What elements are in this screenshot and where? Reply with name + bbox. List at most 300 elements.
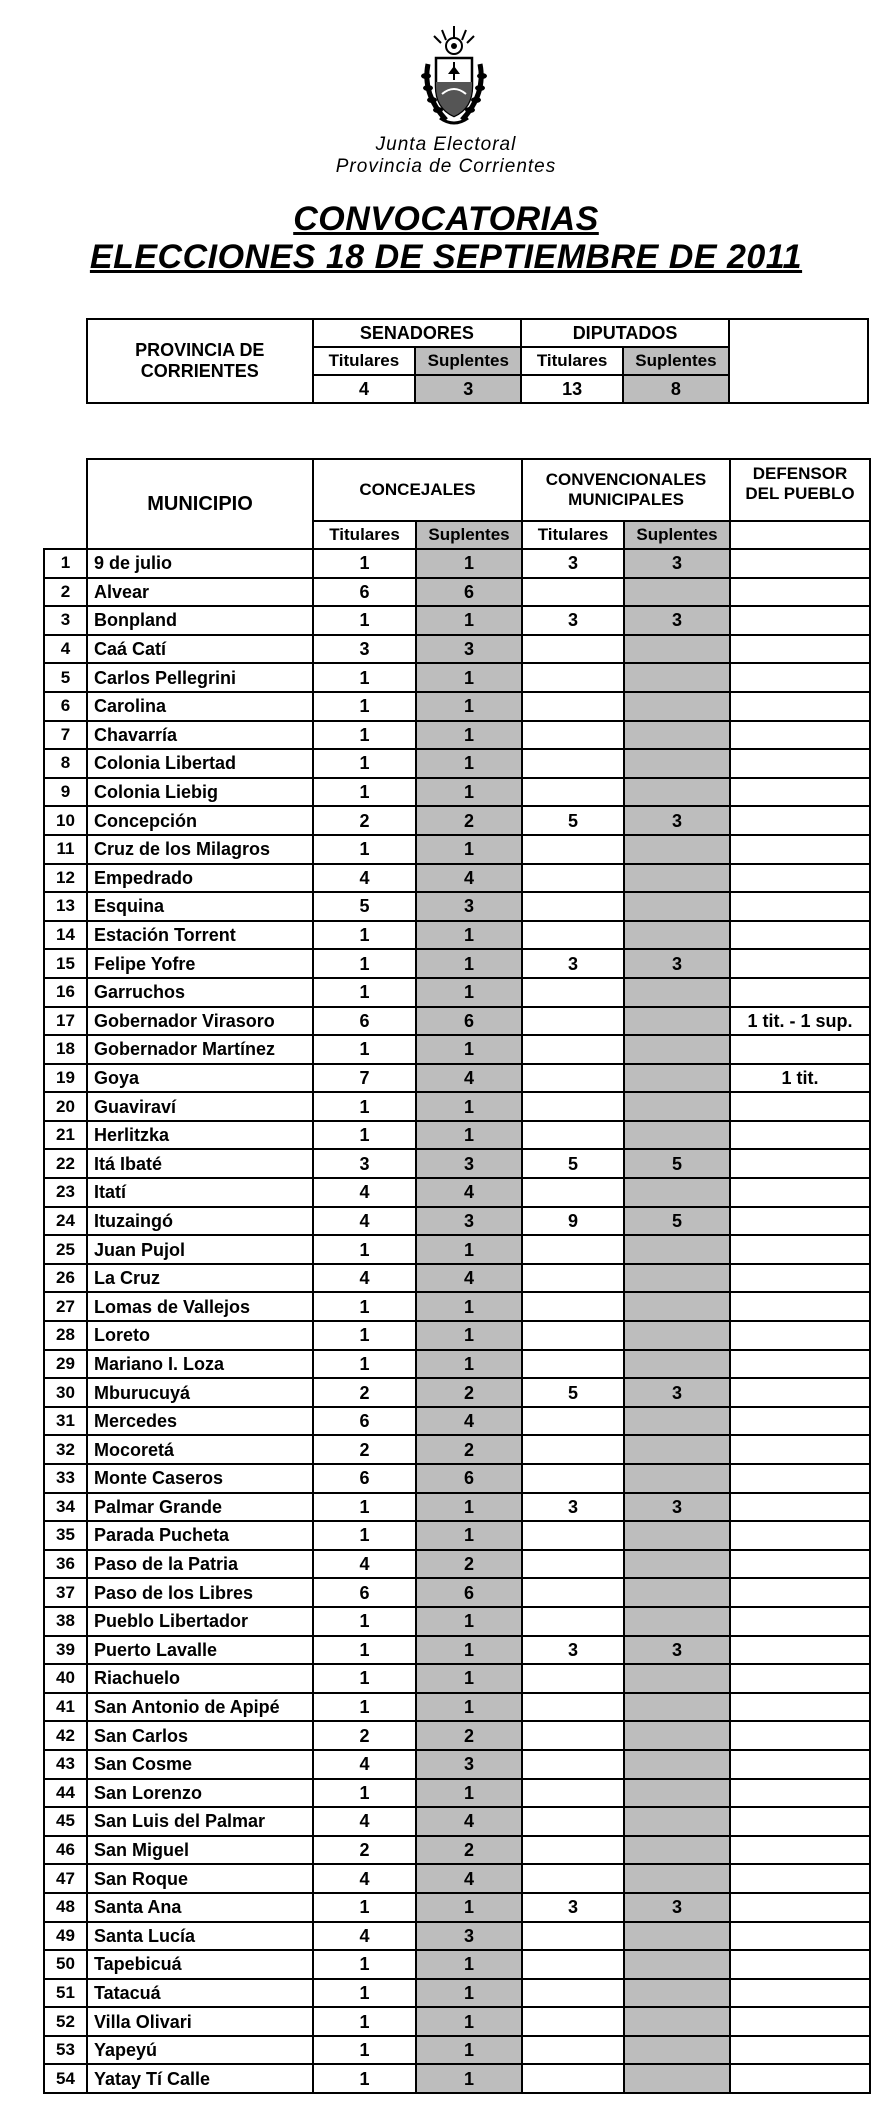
convencionales-titulares: 3	[522, 1636, 624, 1665]
defensor-del-pueblo	[730, 1750, 870, 1779]
concejales-titulares: 4	[313, 1864, 416, 1893]
row-number: 34	[44, 1493, 87, 1522]
municipio-name: Bonpland	[87, 606, 313, 635]
row-number: 21	[44, 1121, 87, 1150]
table-row	[44, 1407, 870, 1436]
municipio-name: Palmar Grande	[87, 1493, 313, 1522]
table-row	[44, 806, 870, 835]
convencionales-titulares: 3	[522, 1893, 624, 1922]
page-subtitle: ELECCIONES 18 DE SEPTIEMBRE DE 2011	[89, 238, 803, 276]
concejales-suplentes: 1	[416, 1292, 522, 1321]
row-number-header	[44, 459, 87, 549]
defensor-del-pueblo	[730, 1350, 870, 1379]
convencionales-suplentes: 3	[624, 949, 730, 978]
concejales-titulares: 6	[313, 1407, 416, 1436]
defensor-del-pueblo	[730, 749, 870, 778]
defensor-del-pueblo	[730, 1092, 870, 1121]
row-number: 41	[44, 1693, 87, 1722]
convencionales-suplentes	[624, 1178, 730, 1207]
defensor-del-pueblo	[730, 1521, 870, 1550]
table-row	[44, 1521, 870, 1550]
defensor-del-pueblo	[730, 1264, 870, 1293]
row-number: 27	[44, 1292, 87, 1321]
concejales-titulares: 1	[313, 921, 416, 950]
defensor-del-pueblo	[730, 1693, 870, 1722]
concejales-suplentes: 2	[416, 1378, 522, 1407]
convencionales-titulares	[522, 1092, 624, 1121]
table-row	[44, 1807, 870, 1836]
coat-of-arms-logo	[416, 24, 492, 130]
diputados-suplentes-header: Suplentes	[623, 347, 729, 375]
table-row	[44, 1893, 870, 1922]
row-number: 6	[44, 692, 87, 721]
municipio-name: San Cosme	[87, 1750, 313, 1779]
defensor-del-pueblo	[730, 1864, 870, 1893]
convencionales-titulares-header: Titulares	[522, 521, 624, 549]
concejales-titulares: 6	[313, 1464, 416, 1493]
row-number: 8	[44, 749, 87, 778]
table-row	[44, 949, 870, 978]
row-number: 22	[44, 1149, 87, 1178]
convencionales-titulares	[522, 1064, 624, 1093]
table-row	[44, 1636, 870, 1665]
concejales-titulares: 1	[313, 1292, 416, 1321]
municipio-name: Loreto	[87, 1321, 313, 1350]
convencionales-titulares	[522, 692, 624, 721]
concejales-titulares: 4	[313, 1550, 416, 1579]
municipio-name: Estación Torrent	[87, 921, 313, 950]
table-row	[44, 835, 870, 864]
municipio-name: Caá Catí	[87, 635, 313, 664]
defensor-del-pueblo	[730, 892, 870, 921]
convencionales-suplentes	[624, 1521, 730, 1550]
table-row	[44, 2064, 870, 2093]
convencionales-titulares	[522, 921, 624, 950]
senadores-header: SENADORES	[313, 319, 522, 347]
convencionales-suplentes	[624, 635, 730, 664]
senadores-titulares-value: 4	[313, 375, 416, 403]
row-number: 45	[44, 1807, 87, 1836]
concejales-titulares: 1	[313, 749, 416, 778]
convencionales-titulares	[522, 1550, 624, 1579]
row-number: 23	[44, 1178, 87, 1207]
table-row	[44, 1292, 870, 1321]
defensor-del-pueblo	[730, 949, 870, 978]
convencionales-titulares	[522, 721, 624, 750]
region-label: PROVINCIA DE CORRIENTES	[87, 319, 313, 403]
row-number: 26	[44, 1264, 87, 1293]
convencionales-titulares	[522, 978, 624, 1007]
concejales-suplentes: 2	[416, 806, 522, 835]
defensor-del-pueblo	[730, 1950, 870, 1979]
table-row	[44, 749, 870, 778]
convencionales-header: CONVENCIONALES MUNICIPALES	[522, 459, 730, 521]
concejales-suplentes: 4	[416, 1407, 522, 1436]
convencionales-titulares	[522, 663, 624, 692]
concejales-suplentes: 3	[416, 1750, 522, 1779]
concejales-suplentes: 1	[416, 1636, 522, 1665]
concejales-suplentes: 1	[416, 1092, 522, 1121]
defensor-del-pueblo	[730, 1550, 870, 1579]
concejales-titulares: 1	[313, 1779, 416, 1808]
convencionales-titulares	[522, 1721, 624, 1750]
concejales-titulares: 2	[313, 1435, 416, 1464]
table-row	[44, 549, 870, 578]
convencionales-suplentes	[624, 1693, 730, 1722]
concejales-titulares: 1	[313, 978, 416, 1007]
municipio-name: Mariano I. Loza	[87, 1350, 313, 1379]
municipio-name: Yatay Tí Calle	[87, 2064, 313, 2093]
table-row	[44, 1836, 870, 1865]
row-number: 12	[44, 864, 87, 893]
concejales-titulares: 1	[313, 549, 416, 578]
table-row	[44, 1721, 870, 1750]
municipio-name: Herlitzka	[87, 1121, 313, 1150]
concejales-suplentes: 6	[416, 1464, 522, 1493]
concejales-titulares: 1	[313, 1092, 416, 1121]
convencionales-titulares	[522, 749, 624, 778]
table-row	[44, 1922, 870, 1951]
concejales-titulares: 3	[313, 1149, 416, 1178]
convencionales-titulares	[522, 1407, 624, 1436]
municipio-name: Parada Pucheta	[87, 1521, 313, 1550]
diputados-suplentes-value: 8	[623, 375, 729, 403]
convencionales-titulares: 5	[522, 1149, 624, 1178]
convencionales-suplentes	[624, 864, 730, 893]
convencionales-suplentes: 3	[624, 1893, 730, 1922]
convencionales-titulares	[522, 1864, 624, 1893]
diputados-titulares-value: 13	[521, 375, 623, 403]
table-row	[44, 1378, 870, 1407]
defensor-del-pueblo	[730, 2007, 870, 2036]
defensor-del-pueblo	[730, 663, 870, 692]
concejales-header: CONCEJALES	[313, 459, 522, 521]
municipio-name: Pueblo Libertador	[87, 1607, 313, 1636]
concejales-suplentes: 4	[416, 1064, 522, 1093]
convencionales-suplentes	[624, 1464, 730, 1493]
concejales-suplentes: 1	[416, 749, 522, 778]
row-number: 46	[44, 1836, 87, 1865]
municipio-name: Paso de la Patria	[87, 1550, 313, 1579]
concejales-suplentes: 6	[416, 1007, 522, 1036]
convencionales-suplentes	[624, 1121, 730, 1150]
concejales-suplentes: 1	[416, 1121, 522, 1150]
convencionales-titulares	[522, 635, 624, 664]
concejales-titulares: 1	[313, 663, 416, 692]
municipio-name: Empedrado	[87, 864, 313, 893]
convencionales-suplentes	[624, 1407, 730, 1436]
concejales-suplentes: 1	[416, 921, 522, 950]
concejales-suplentes: 1	[416, 1893, 522, 1922]
convencionales-suplentes	[624, 1035, 730, 1064]
convencionales-suplentes	[624, 749, 730, 778]
convencionales-titulares	[522, 778, 624, 807]
convencionales-suplentes	[624, 1750, 730, 1779]
convencionales-suplentes	[624, 978, 730, 1007]
concejales-suplentes: 1	[416, 549, 522, 578]
municipio-name: Yapeyú	[87, 2036, 313, 2065]
convencionales-titulares	[522, 1007, 624, 1036]
row-number: 53	[44, 2036, 87, 2065]
table-row	[44, 1149, 870, 1178]
defensor-del-pueblo	[730, 1836, 870, 1865]
row-number: 17	[44, 1007, 87, 1036]
convencionales-titulares	[522, 1121, 624, 1150]
convencionales-titulares	[522, 1807, 624, 1836]
convencionales-suplentes	[624, 2036, 730, 2065]
defensor-del-pueblo	[730, 1607, 870, 1636]
defensor-del-pueblo	[730, 1464, 870, 1493]
convencionales-titulares	[522, 2036, 624, 2065]
defensor-del-pueblo	[730, 635, 870, 664]
defensor-del-pueblo	[730, 778, 870, 807]
convencionales-suplentes	[624, 1779, 730, 1808]
municipio-name: La Cruz	[87, 1264, 313, 1293]
concejales-titulares: 1	[313, 692, 416, 721]
concejales-titulares: 1	[313, 721, 416, 750]
convencionales-suplentes	[624, 1950, 730, 1979]
table-row	[44, 1664, 870, 1693]
concejales-titulares: 4	[313, 1178, 416, 1207]
table-row	[44, 1350, 870, 1379]
table-row	[44, 778, 870, 807]
municipio-name: 9 de julio	[87, 549, 313, 578]
concejales-suplentes: 6	[416, 1578, 522, 1607]
row-number: 42	[44, 1721, 87, 1750]
defensor-del-pueblo	[730, 1435, 870, 1464]
municipios-table-body	[44, 549, 870, 2093]
table-row	[44, 892, 870, 921]
table-row	[44, 2036, 870, 2065]
convencionales-suplentes	[624, 663, 730, 692]
row-number: 29	[44, 1350, 87, 1379]
convencionales-suplentes: 3	[624, 806, 730, 835]
concejales-titulares: 1	[313, 1235, 416, 1264]
convencionales-suplentes: 3	[624, 606, 730, 635]
convencionales-suplentes	[624, 1807, 730, 1836]
convencionales-suplentes	[624, 1064, 730, 1093]
municipio-name: Santa Ana	[87, 1893, 313, 1922]
row-number: 35	[44, 1521, 87, 1550]
defensor-del-pueblo	[730, 921, 870, 950]
convencionales-titulares	[522, 1235, 624, 1264]
municipio-name: Concepción	[87, 806, 313, 835]
convencionales-titulares	[522, 1578, 624, 1607]
concejales-suplentes: 1	[416, 692, 522, 721]
convencionales-suplentes	[624, 578, 730, 607]
defensor-del-pueblo	[730, 1493, 870, 1522]
row-number: 33	[44, 1464, 87, 1493]
convencionales-suplentes: 5	[624, 1207, 730, 1236]
row-number: 36	[44, 1550, 87, 1579]
senadores-suplentes-value: 3	[415, 375, 521, 403]
concejales-suplentes: 1	[416, 2007, 522, 2036]
municipio-name: Felipe Yofre	[87, 949, 313, 978]
convencionales-titulares: 9	[522, 1207, 624, 1236]
concejales-titulares: 1	[313, 1321, 416, 1350]
concejales-titulares: 5	[313, 892, 416, 921]
convencionales-titulares	[522, 835, 624, 864]
defensor-del-pueblo	[730, 1235, 870, 1264]
concejales-suplentes: 6	[416, 578, 522, 607]
municipio-name: Alvear	[87, 578, 313, 607]
defensor-del-pueblo	[730, 1035, 870, 1064]
convencionales-titulares	[522, 1350, 624, 1379]
table-row	[44, 1121, 870, 1150]
convencionales-titulares	[522, 1836, 624, 1865]
table-row	[44, 578, 870, 607]
row-number: 3	[44, 606, 87, 635]
convencionales-suplentes	[624, 778, 730, 807]
municipio-name: San Carlos	[87, 1721, 313, 1750]
concejales-titulares: 1	[313, 835, 416, 864]
concejales-titulares: 4	[313, 1264, 416, 1293]
defensor-del-pueblo	[730, 1721, 870, 1750]
defensor-del-pueblo	[730, 1121, 870, 1150]
concejales-suplentes: 1	[416, 835, 522, 864]
defensor-del-pueblo	[730, 1664, 870, 1693]
concejales-titulares: 1	[313, 1350, 416, 1379]
row-number: 28	[44, 1321, 87, 1350]
defensor-del-pueblo	[730, 1178, 870, 1207]
table-row	[44, 692, 870, 721]
row-number: 54	[44, 2064, 87, 2093]
row-number: 14	[44, 921, 87, 950]
concejales-suplentes: 4	[416, 864, 522, 893]
concejales-titulares: 1	[313, 1893, 416, 1922]
row-number: 47	[44, 1864, 87, 1893]
defensor-del-pueblo	[730, 2064, 870, 2093]
concejales-titulares: 6	[313, 1007, 416, 1036]
municipio-name: Juan Pujol	[87, 1235, 313, 1264]
convencionales-suplentes	[624, 892, 730, 921]
municipio-name: San Luis del Palmar	[87, 1807, 313, 1836]
concejales-suplentes: 1	[416, 949, 522, 978]
defensor-del-pueblo	[730, 1321, 870, 1350]
convencionales-titulares: 3	[522, 949, 624, 978]
table-row	[44, 663, 870, 692]
defensor-del-pueblo	[730, 606, 870, 635]
concejales-titulares: 2	[313, 1721, 416, 1750]
table-row	[44, 1693, 870, 1722]
convencionales-titulares	[522, 1521, 624, 1550]
defensor-del-pueblo	[730, 1378, 870, 1407]
convencionales-suplentes	[624, 1922, 730, 1951]
concejales-suplentes-header: Suplentes	[416, 521, 522, 549]
concejales-suplentes: 2	[416, 1721, 522, 1750]
municipio-name: Itá Ibaté	[87, 1149, 313, 1178]
table-row	[44, 1950, 870, 1979]
concejales-suplentes: 1	[416, 2064, 522, 2093]
municipio-name: Gobernador Martínez	[87, 1035, 313, 1064]
concejales-titulares: 1	[313, 1636, 416, 1665]
concejales-titulares: 1	[313, 2064, 416, 2093]
concejales-suplentes: 1	[416, 1235, 522, 1264]
concejales-titulares: 4	[313, 1750, 416, 1779]
convencionales-titulares	[522, 578, 624, 607]
defensor-del-pueblo	[730, 1807, 870, 1836]
table-row	[44, 1007, 870, 1036]
convencionales-titulares	[522, 1178, 624, 1207]
table-row	[44, 1864, 870, 1893]
concejales-titulares: 2	[313, 806, 416, 835]
convencionales-titulares: 3	[522, 549, 624, 578]
concejales-titulares: 4	[313, 1207, 416, 1236]
row-number: 43	[44, 1750, 87, 1779]
convencionales-suplentes	[624, 1264, 730, 1293]
concejales-suplentes: 3	[416, 892, 522, 921]
row-number: 32	[44, 1435, 87, 1464]
defensor-del-pueblo	[730, 835, 870, 864]
convencionales-titulares	[522, 1779, 624, 1808]
convencionales-titulares	[522, 2064, 624, 2093]
defensor-del-pueblo	[730, 1779, 870, 1808]
concejales-suplentes: 1	[416, 663, 522, 692]
concejales-suplentes: 1	[416, 1493, 522, 1522]
table-row	[44, 1779, 870, 1808]
row-number: 7	[44, 721, 87, 750]
convencionales-titulares	[522, 1922, 624, 1951]
table-row	[44, 635, 870, 664]
page-title: CONVOCATORIAS	[293, 200, 599, 238]
defensor-header: DEFENSOR DEL PUEBLO	[730, 459, 870, 521]
convencionales-suplentes-header: Suplentes	[624, 521, 730, 549]
municipio-name: Carlos Pellegrini	[87, 663, 313, 692]
org-name: Junta Electoral	[375, 134, 517, 155]
municipio-name: Tatacuá	[87, 1979, 313, 2008]
concejales-titulares: 4	[313, 1807, 416, 1836]
table-row	[44, 1235, 870, 1264]
concejales-titulares: 3	[313, 635, 416, 664]
concejales-suplentes: 3	[416, 1207, 522, 1236]
concejales-suplentes: 3	[416, 635, 522, 664]
concejales-titulares: 1	[313, 1035, 416, 1064]
convencionales-suplentes	[624, 1836, 730, 1865]
defensor-del-pueblo	[730, 1207, 870, 1236]
municipio-name: Lomas de Vallejos	[87, 1292, 313, 1321]
row-number: 37	[44, 1578, 87, 1607]
municipio-name: Mocoretá	[87, 1435, 313, 1464]
convencionales-suplentes	[624, 835, 730, 864]
convencionales-titulares: 5	[522, 806, 624, 835]
table-row	[44, 1550, 870, 1579]
convencionales-titulares	[522, 1750, 624, 1779]
concejales-titulares: 1	[313, 606, 416, 635]
concejales-titulares: 1	[313, 1121, 416, 1150]
row-number: 31	[44, 1407, 87, 1436]
senadores-suplentes-header: Suplentes	[415, 347, 521, 375]
summary-table	[86, 318, 869, 404]
table-row	[44, 1493, 870, 1522]
municipio-name: Mburucuyá	[87, 1378, 313, 1407]
municipio-name: San Lorenzo	[87, 1779, 313, 1808]
convencionales-suplentes	[624, 1721, 730, 1750]
defensor-del-pueblo	[730, 721, 870, 750]
concejales-titulares: 1	[313, 2007, 416, 2036]
concejales-titulares: 7	[313, 1064, 416, 1093]
convencionales-titulares	[522, 1264, 624, 1293]
concejales-titulares: 1	[313, 1607, 416, 1636]
municipio-name: Santa Lucía	[87, 1922, 313, 1951]
convencionales-titulares	[522, 1979, 624, 2008]
row-number: 52	[44, 2007, 87, 2036]
concejales-suplentes: 4	[416, 1264, 522, 1293]
table-row	[44, 864, 870, 893]
row-number: 49	[44, 1922, 87, 1951]
municipio-name: Cruz de los Milagros	[87, 835, 313, 864]
table-row	[44, 721, 870, 750]
table-row	[44, 1979, 870, 2008]
